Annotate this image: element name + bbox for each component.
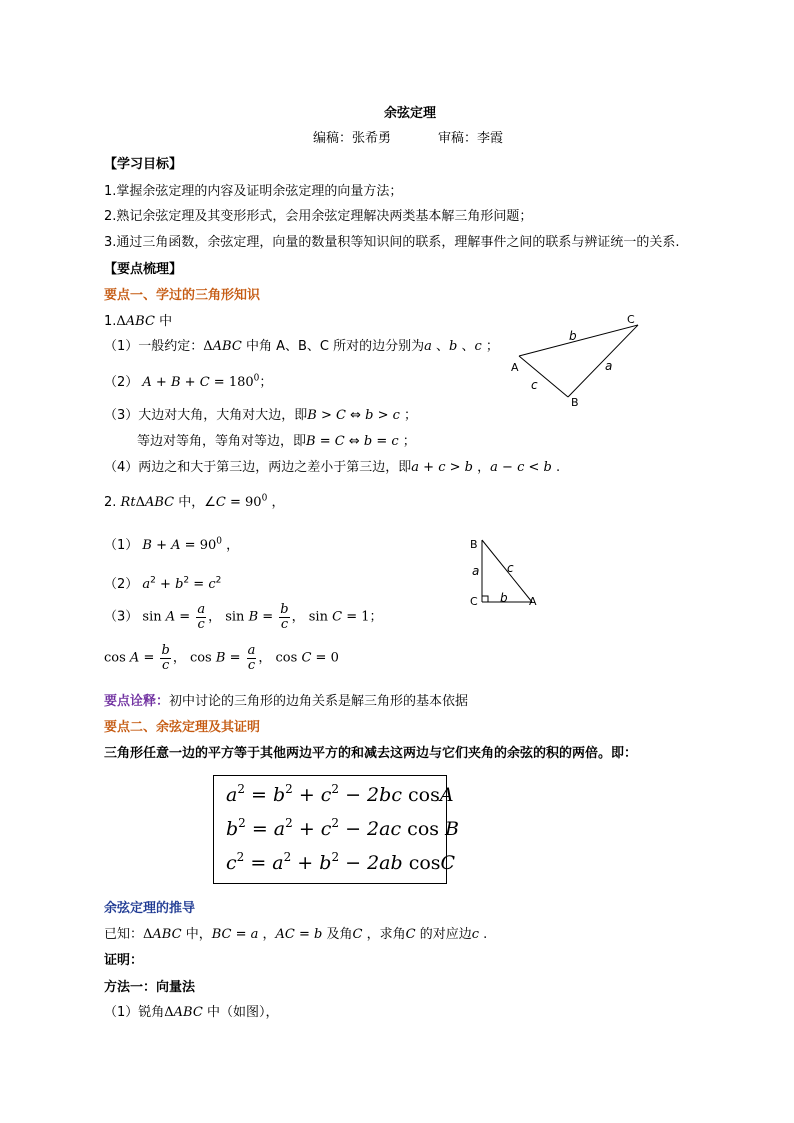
point2-title: 要点二、余弦定理及其证明 xyxy=(104,720,261,735)
angle-sum-line: （2） $A + B + C = 180^0$； xyxy=(104,373,273,390)
points-heading: 【要点梳理】 xyxy=(104,262,183,277)
method1-title: 方法一：向量法 xyxy=(104,980,196,995)
side-label-c: c xyxy=(507,561,514,575)
given-line: 已知：ΔABC 中，BC = a ，AC = b 及角C ，求角C 的对应边c . xyxy=(104,927,488,942)
side-label-a: a xyxy=(472,564,480,578)
document-title: 余弦定理 xyxy=(384,106,437,121)
sine-ratios-line: （3） sin A = $\frac{a}{c}$ ， sin B = $\frac{b}{c}$ ， sin C = 1； xyxy=(104,602,383,632)
formula-c: $c^2 = a^2 + b^2 - 2ab$ cosC xyxy=(226,850,456,874)
side-label-a: a xyxy=(605,359,613,373)
goal-item: 1.掌握余弦定理的内容及证明余弦定理的向量方法； xyxy=(104,184,403,199)
editor-credit: 编稿：张希勇 xyxy=(313,131,392,146)
note-text: 初中讨论的三角形的边角关系是解三角形的基本依据 xyxy=(169,694,469,709)
case1-line: （1）锐角ΔABC 中（如图）， xyxy=(104,1005,279,1020)
reviewer-credit: 审稿：李霞 xyxy=(438,131,504,146)
vertex-label-A: A xyxy=(511,361,519,374)
side-label-b: b xyxy=(569,329,577,343)
side-label-b: b xyxy=(500,591,508,605)
convention-line: （1）一般约定：ΔABC 中角 A、B、C 所对的边分别为a 、b 、c ； xyxy=(104,339,499,354)
section2-heading: 2. RtΔABC 中，∠C = $90^0$ ， xyxy=(104,493,285,510)
vertex-label-C: C xyxy=(627,313,635,326)
goal-item: 2.熟记余弦定理及其变形形式，会用余弦定理解决两类基本解三角形问题； xyxy=(104,209,533,224)
side-label-c: c xyxy=(531,378,538,392)
formula-b: $b^2 = a^2 + c^2 - 2ac$ cos B xyxy=(226,816,460,840)
triangle-figure-2 xyxy=(466,534,546,610)
vertex-label-B: B xyxy=(470,538,478,551)
goal-item: 3.通过三角函数，余弦定理，向量的数量积等知识间的联系，理解事件之间的联系与辨证统一的关系. xyxy=(104,235,680,250)
theorem-statement: 三角形任意一边的平方等于其他两边平方的和减去这两边与它们夹角的余弦的积的两倍。即： xyxy=(104,746,638,761)
big-side-line: （3）大边对大角，大角对大边，即B > C ⇔ b > c ； xyxy=(104,408,418,423)
note-line xyxy=(104,690,468,709)
proof-label: 证明： xyxy=(104,953,144,968)
vertex-label-C: C xyxy=(470,595,478,608)
note-label: 要点诠释： xyxy=(104,694,170,709)
triangle-inequality-line: （4）两边之和大于第三边，两边之差小于第三边，即a + c > b ，a − c < b . xyxy=(104,460,561,475)
equal-side-line: 等边对等角，等角对等边，即B = C ⇔ b = c ； xyxy=(137,434,416,449)
section1-heading: 1.ΔABC 中 xyxy=(104,314,173,329)
derivation-title: 余弦定理的推导 xyxy=(104,901,196,916)
cosine-law-formula-box xyxy=(213,775,460,884)
formula-a: $a^2 = b^2 + c^2 - 2bc$ cosA xyxy=(226,782,454,806)
goals-heading: 【学习目标】 xyxy=(104,157,183,172)
triangle-figure-1 xyxy=(505,310,655,410)
point1-title: 要点一、学过的三角形知识 xyxy=(104,288,261,303)
vertex-label-B: B xyxy=(571,396,579,409)
pythagoras-line: （2） $a^2 + b^2 = c^2$ xyxy=(104,575,222,592)
right-angle-sum-line: （1） $B + A = 90^0$ ， xyxy=(104,536,240,553)
cosine-ratios-line: cos A = $\frac{b}{c}$ ， cos B = $\frac{a}{c}$ ， cos C = 0 xyxy=(104,643,339,673)
vertex-label-A: A xyxy=(529,595,537,608)
